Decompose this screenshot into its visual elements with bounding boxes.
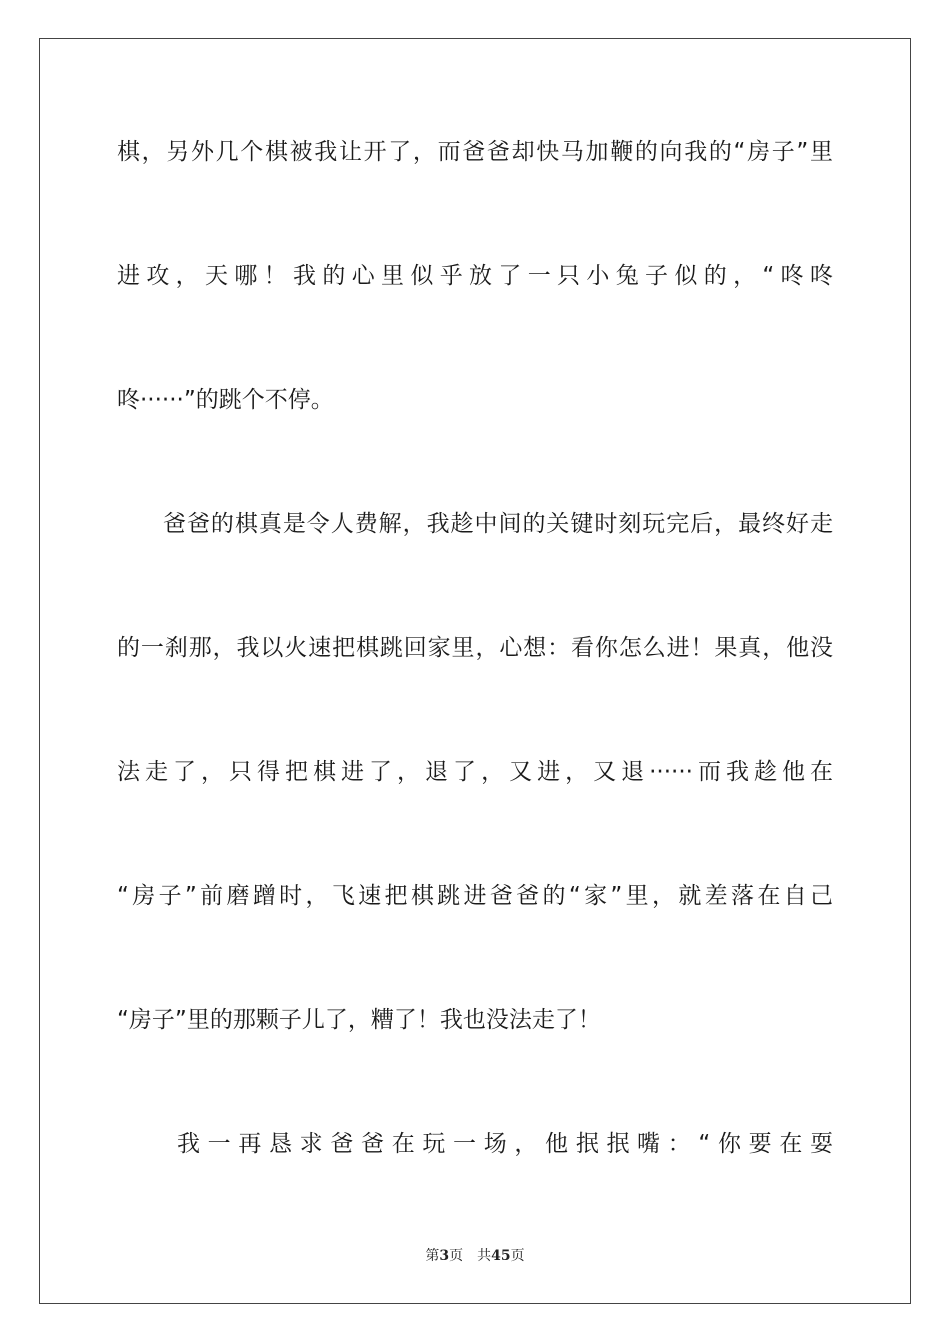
footer-page-number: 3 [439,1248,450,1264]
paragraph-line-2: 进攻，天哪！我的心里似乎放了一只小兔子似的，“咚咚 [117,263,833,289]
footer-page-prefix: 第 [425,1248,440,1264]
paragraph-line-1: 棋，另外几个棋被我让开了，而爸爸却快马加鞭的向我的“房子”里 [117,139,833,165]
paragraph-line-5: 的一刹那，我以火速把棋跳回家里，心想：看你怎么进！果真，他没 [117,635,833,661]
footer-total-number: 45 [491,1248,511,1264]
footer-total-suffix: 页 [510,1248,525,1264]
footer-page-suffix: 页 [449,1248,464,1264]
page-frame [39,38,911,1304]
paragraph-line-6: 法走了，只得把棋进了，退了，又进，又退······而我趁他在 [117,759,833,785]
page-footer [0,1246,950,1266]
paragraph-line-3: 咚······”的跳个不停。 [117,387,334,413]
paragraph-line-9: 我一再恳求爸爸在玩一场，他抿抿嘴：“你要在耍 [177,1131,833,1157]
paragraph-line-4: 爸爸的棋真是令人费解，我趁中间的关键时刻玩完后，最终好走 [163,511,833,537]
paragraph-line-7: “房子”前磨蹭时，飞速把棋跳进爸爸的“家”里，就差落在自己 [117,883,833,909]
paragraph-line-8: “房子”里的那颗子儿了，糟了！我也没法走了！ [117,1007,601,1033]
footer-total-prefix: 共 [477,1248,492,1264]
